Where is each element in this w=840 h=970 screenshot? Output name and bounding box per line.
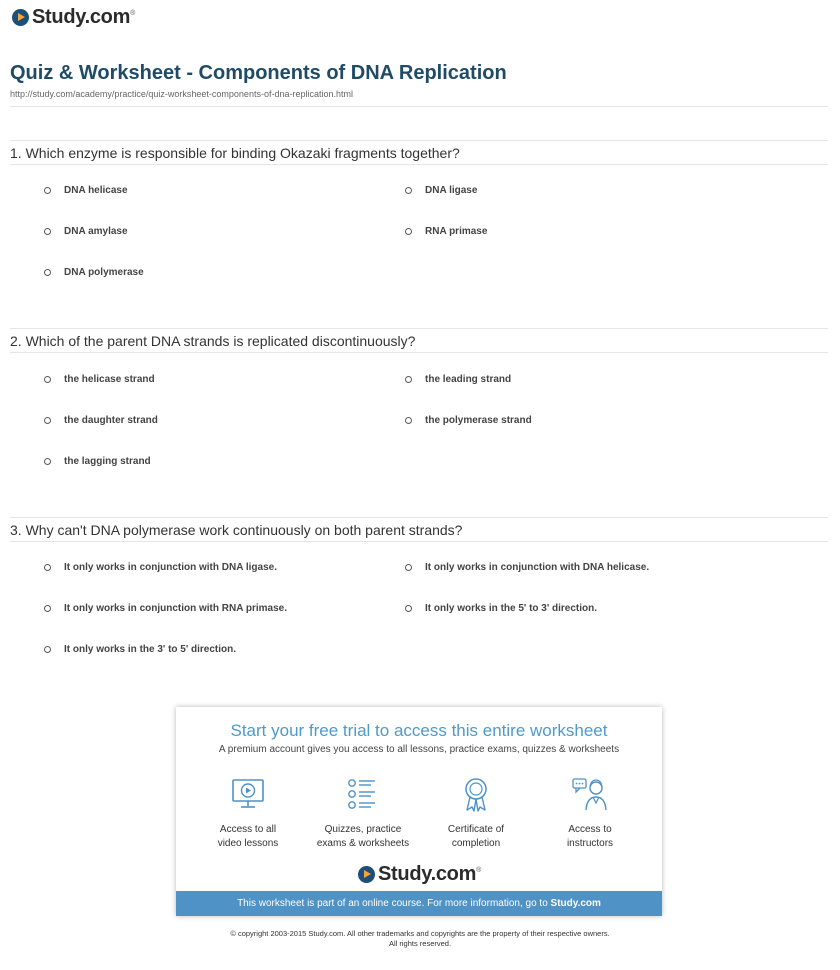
divider [10, 541, 828, 542]
rights-line: All rights reserved. [388, 939, 452, 948]
radio-button-icon[interactable] [405, 187, 412, 194]
page-title: Quiz & Worksheet - Components of DNA Replication [10, 62, 507, 84]
option-label: the leading strand [425, 374, 512, 385]
question-1-option[interactable] [44, 226, 128, 237]
radio-button-icon[interactable] [44, 646, 51, 653]
question-3-option[interactable] [405, 562, 649, 573]
page-url: http://study.com/academy/practice/quiz-worksheet-components-of-dna-replication.html [10, 89, 353, 99]
feature-label-line1: Certificate of [447, 824, 505, 835]
option-label: It only works in the 5' to 3' direction. [425, 603, 598, 614]
promo-subtext: A premium account gives you access to all lessons, practice exams, quizzes & worksheets [218, 744, 620, 755]
option-label: DNA polymerase [64, 267, 144, 278]
question-2-option[interactable] [405, 374, 511, 385]
divider [10, 517, 828, 518]
copyright-line: © copyright 2003-2015 Study.com. All other trademarks and copyrights are the property of their respective owners. [230, 929, 610, 938]
question-3-option[interactable] [44, 562, 277, 573]
question-3-option[interactable] [44, 644, 236, 655]
study-link[interactable]: Study.com [550, 898, 601, 909]
question-1-option[interactable] [405, 226, 487, 237]
study-logo[interactable] [12, 6, 135, 29]
radio-button-icon[interactable] [44, 376, 51, 383]
free-trial-promo [176, 707, 662, 916]
question-2: 2. Which of the parent DNA strands is replicated discontinuously? [10, 333, 416, 349]
radio-button-icon[interactable] [405, 564, 412, 571]
option-label: DNA helicase [64, 185, 128, 196]
question-2-option[interactable] [44, 374, 155, 385]
question-1-option[interactable] [44, 185, 128, 196]
question-2-option[interactable] [44, 456, 151, 467]
feature-label-line1: Quizzes, practice [324, 824, 402, 835]
question-3-option[interactable] [44, 603, 287, 614]
divider [10, 352, 828, 353]
copyright-footer [0, 929, 840, 949]
feature-label-line1: Access to all [219, 824, 277, 835]
feature-instructors [535, 775, 645, 851]
option-label: It only works in the 3' to 5' direction. [64, 644, 237, 655]
option-label: DNA ligase [425, 185, 478, 196]
question-2-option[interactable] [405, 415, 532, 426]
option-label: the polymerase strand [425, 415, 532, 426]
feature-label-line2: completion [451, 838, 501, 849]
option-label: It only works in conjunction with DNA ligase. [64, 562, 277, 573]
question-1-option[interactable] [405, 185, 477, 196]
option-label: the helicase strand [64, 374, 155, 385]
feature-label-line2: video lessons [217, 838, 279, 849]
feature-certificate [421, 775, 531, 851]
radio-button-icon[interactable] [44, 564, 51, 571]
radio-button-icon[interactable] [44, 269, 51, 276]
radio-button-icon[interactable] [44, 187, 51, 194]
radio-button-icon[interactable] [405, 417, 412, 424]
radio-button-icon[interactable] [44, 458, 51, 465]
feature-label-line2: exams & worksheets [316, 838, 410, 849]
divider [10, 328, 828, 329]
brand-name: Study.com [378, 863, 477, 885]
brand-trademark: ® [130, 10, 136, 17]
promo-bar-text: This worksheet is part of an online course. For more information, go to [237, 898, 548, 909]
option-label: DNA amylase [64, 226, 128, 237]
promo-info-bar [176, 891, 662, 916]
question-3-option[interactable] [405, 603, 597, 614]
feature-quizzes [308, 775, 418, 851]
divider [10, 140, 828, 141]
quiz-list-icon [344, 775, 382, 813]
feature-video-lessons [193, 775, 303, 851]
radio-button-icon[interactable] [405, 605, 412, 612]
question-1-option[interactable] [44, 267, 144, 278]
radio-button-icon[interactable] [44, 228, 51, 235]
divider [10, 164, 828, 165]
brand-trademark: ® [476, 867, 482, 874]
question-3: 3. Why can't DNA polymerase work continuously on both parent strands? [10, 522, 463, 538]
radio-button-icon[interactable] [405, 228, 412, 235]
feature-label-line1: Access to [568, 824, 612, 835]
option-label: It only works in conjunction with RNA primase. [64, 603, 287, 614]
certificate-icon [457, 775, 495, 813]
instructor-icon [571, 775, 609, 813]
question-2-option[interactable] [44, 415, 158, 426]
study-logo[interactable] [358, 863, 481, 886]
option-label: It only works in conjunction with DNA helicase. [425, 562, 650, 573]
promo-headline[interactable]: Start your free trial to access this entire worksheet [230, 721, 608, 740]
feature-label-line2: instructors [566, 838, 614, 849]
question-1: 1. Which enzyme is responsible for binding Okazaki fragments together? [10, 145, 460, 161]
radio-button-icon[interactable] [44, 417, 51, 424]
study-logo-icon [358, 866, 375, 883]
radio-button-icon[interactable] [405, 376, 412, 383]
radio-button-icon[interactable] [44, 605, 51, 612]
study-logo-icon [12, 9, 29, 26]
brand-name: Study.com [32, 6, 131, 28]
option-label: the daughter strand [64, 415, 158, 426]
divider [10, 106, 828, 107]
video-lesson-icon [229, 775, 267, 813]
option-label: RNA primase [425, 226, 488, 237]
option-label: the lagging strand [64, 456, 151, 467]
